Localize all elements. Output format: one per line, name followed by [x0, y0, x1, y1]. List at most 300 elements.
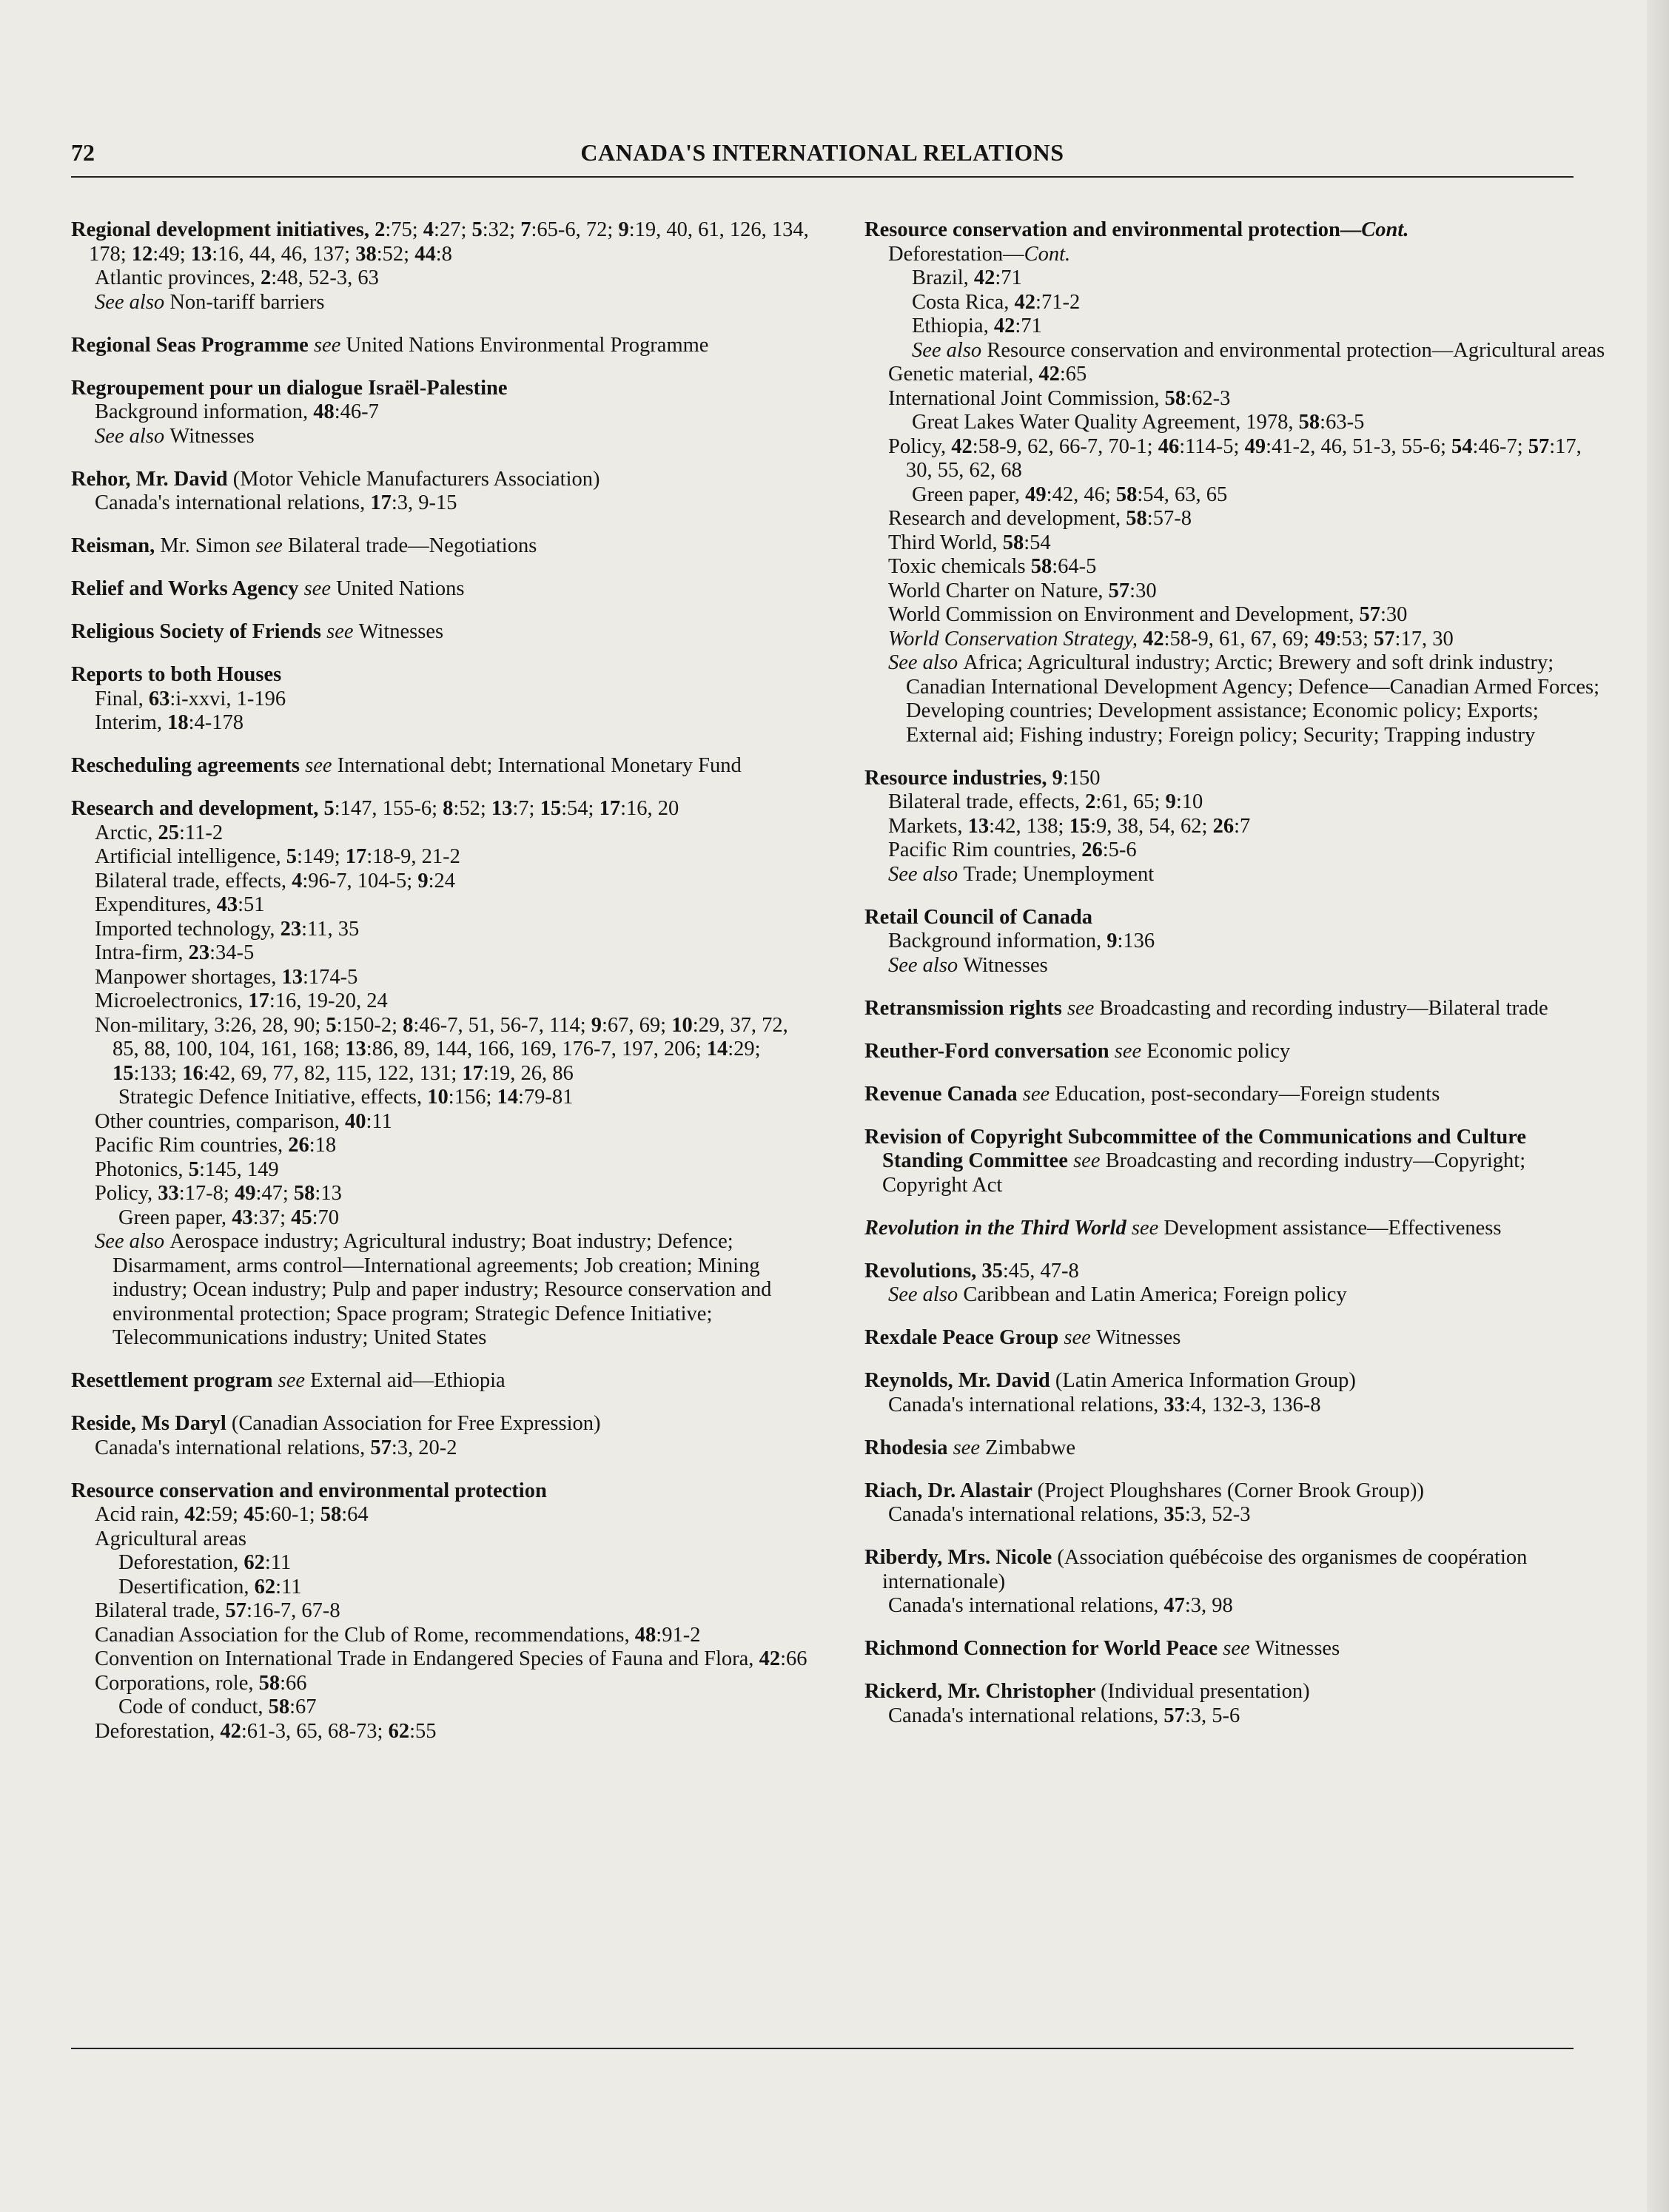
index-text: Retail Council of Canada: [864, 905, 1092, 929]
index-text: 58: [268, 1695, 290, 1718]
index-text: Rehor, Mr. David: [71, 467, 233, 491]
index-heading: [864, 1083, 1612, 1107]
index-subentry: [864, 651, 1612, 747]
index-text: 17: [370, 491, 392, 514]
index-subentry: [71, 1599, 819, 1624]
index-text: See also: [888, 953, 964, 977]
index-subentry: [71, 1086, 819, 1110]
index-text: 5: [188, 1157, 199, 1181]
index-heading: [864, 1126, 1612, 1198]
index-heading: [864, 1260, 1612, 1284]
index-subentry: [864, 266, 1612, 291]
index-text: :42, 138;: [989, 814, 1069, 838]
index-text: Interim,: [95, 711, 168, 734]
page-edge-shadow: [1647, 0, 1669, 2212]
index-text: :91-2: [656, 1623, 701, 1647]
index-text: 13: [190, 242, 212, 266]
index-text: 13: [345, 1038, 366, 1060]
index-entry: [71, 377, 819, 449]
index-text: 57: [370, 1436, 392, 1459]
index-text: Research and development,: [888, 507, 1126, 530]
header-rule: [71, 176, 1574, 178]
index-entry: [864, 997, 1612, 1021]
index-text: Reuther-Ford conversation: [864, 1039, 1115, 1063]
index-text: Corporations, role,: [95, 1671, 259, 1695]
index-text: 33: [1163, 1393, 1185, 1416]
index-text: Imported technology,: [95, 917, 281, 941]
index-text: :67: [289, 1695, 317, 1718]
index-text: 42: [973, 266, 995, 289]
index-text: 8: [443, 797, 454, 820]
index-subentry: [864, 790, 1612, 815]
index-text: :48, 52-3, 63: [271, 266, 379, 289]
index-text: Regroupement pour un dialogue Israël-Palestine: [71, 376, 508, 400]
index-text: :75;: [385, 218, 423, 241]
index-text: Canada's international relations,: [95, 491, 371, 514]
index-text: :54;: [561, 797, 600, 820]
index-text: see: [1064, 1326, 1096, 1349]
index-text: 26: [1212, 814, 1235, 838]
index-text: See also: [95, 424, 170, 448]
index-text: :66: [280, 1671, 307, 1695]
index-text: 54: [1451, 434, 1473, 458]
running-title: CANADA'S INTERNATIONAL RELATIONS: [580, 139, 1064, 166]
index-text: 23: [188, 941, 210, 964]
index-entry: [864, 1546, 1612, 1618]
index-text: 18: [167, 711, 189, 734]
index-text: Economic policy: [1146, 1039, 1291, 1063]
index-subentry: [71, 1503, 819, 1527]
index-text: :42, 69, 77, 82, 115, 122, 131;: [203, 1061, 463, 1085]
index-text: :71: [1015, 315, 1042, 337]
index-text: Desertification,: [118, 1575, 255, 1599]
index-text: 2: [1085, 790, 1096, 813]
index-text: Canada's international relations,: [888, 1393, 1164, 1416]
index-entry: [864, 1217, 1612, 1241]
index-subentry: [864, 628, 1612, 652]
index-subentry: [71, 821, 819, 846]
index-heading: [71, 797, 819, 821]
index-text: :17-8;: [178, 1182, 235, 1205]
index-text: :4, 132-3, 136-8: [1184, 1393, 1321, 1416]
index-text: Arctic,: [95, 821, 158, 844]
index-entry: [71, 754, 819, 779]
index-text: :42, 46;: [1046, 483, 1116, 506]
index-text: Agricultural areas: [95, 1527, 246, 1550]
index-text: Revolution in the Third World: [864, 1216, 1132, 1240]
index-subentry: [71, 1527, 819, 1552]
index-text: :7;: [512, 797, 540, 820]
index-text: 47: [1163, 1594, 1185, 1617]
index-text: 45: [244, 1503, 265, 1526]
index-text: 35: [981, 1259, 1003, 1283]
index-text: Canada's international relations,: [95, 1436, 371, 1459]
index-text: Witnesses: [1095, 1326, 1181, 1349]
index-text: see: [1022, 1082, 1055, 1106]
index-text: 17: [345, 845, 367, 868]
index-text: (Individual presentation): [1101, 1680, 1310, 1703]
index-text: :16-7, 67-8: [246, 1599, 340, 1622]
index-text: :3, 9-15: [391, 491, 457, 514]
index-text: :145, 149: [198, 1157, 279, 1181]
index-text: Policy,: [888, 434, 952, 458]
index-text: 5: [326, 1013, 337, 1037]
index-subentry: [864, 411, 1612, 435]
index-text: Pacific Rim countries,: [888, 838, 1082, 861]
index-text: :79-81: [518, 1086, 574, 1109]
index-text: (Association québécoise des organismes de coopération internationale): [882, 1546, 1528, 1593]
index-heading: [864, 767, 1612, 791]
index-text: :65: [1059, 363, 1087, 386]
index-text: Microelectronics,: [95, 989, 249, 1012]
index-entry: [71, 797, 819, 1351]
index-text: 58: [1298, 411, 1320, 434]
index-subentry: [71, 711, 819, 736]
index-heading: [864, 1217, 1612, 1241]
index-column-right: [864, 218, 1612, 1747]
index-text: :58-9, 62, 66-7, 70-1;: [972, 434, 1158, 458]
index-text: 49: [1244, 434, 1266, 458]
index-text: 62: [244, 1551, 265, 1574]
index-text: Resource industries,: [864, 766, 1052, 790]
index-text: :64-5: [1052, 555, 1097, 578]
index-text: Resource conservation and environmental protection—: [864, 218, 1362, 241]
index-text: International debt; International Monetary Fund: [337, 754, 742, 777]
index-text: Canada's international relations,: [888, 1704, 1164, 1727]
index-text: :18-9, 21-2: [366, 845, 460, 868]
index-text: :46-7: [334, 400, 379, 423]
index-text: see: [305, 754, 338, 777]
index-subentry: [71, 491, 819, 516]
index-text: :11: [275, 1575, 302, 1599]
index-text: :54, 63, 65: [1137, 483, 1228, 506]
index-text: Broadcasting and recording industry—Bilateral trade: [1099, 996, 1548, 1020]
index-text: Deforestation—: [888, 242, 1024, 266]
index-subentry: [864, 435, 1612, 483]
index-text: 49: [1025, 483, 1047, 506]
index-text: :96-7, 104-5;: [302, 869, 418, 892]
index-entry: [864, 1260, 1612, 1308]
index-text: World Conservation Strategy,: [888, 627, 1144, 651]
index-text: See also: [95, 290, 170, 314]
index-text: :61, 65;: [1095, 790, 1166, 813]
index-entry: [864, 1479, 1612, 1527]
index-text: Code of conduct,: [118, 1695, 269, 1718]
index-subentry: [864, 315, 1612, 339]
index-text: Cont.: [1024, 242, 1071, 266]
index-text: :17, 30, 55, 62, 68: [906, 434, 1582, 482]
index-text: Bilateral trade,: [95, 1599, 226, 1622]
index-text: 10: [671, 1013, 693, 1037]
index-text: :19, 40, 61, 126, 134, 178;: [89, 218, 809, 266]
index-subentry: [71, 1672, 819, 1696]
index-heading: [864, 1680, 1612, 1704]
index-subentry: [71, 941, 819, 966]
index-text: Canadian Association for the Club of Rome, recommendations,: [95, 1623, 635, 1647]
index-column-left: [71, 218, 819, 1763]
index-text: Broadcasting and recording industry—Copyright; Copyright Act: [882, 1149, 1526, 1197]
index-text: :61-3, 65, 68-73;: [241, 1719, 389, 1743]
index-text: 58: [1126, 507, 1147, 530]
index-subentry: [864, 838, 1612, 863]
index-text: Brazil,: [912, 266, 974, 289]
index-text: See also: [888, 1283, 964, 1306]
index-text: 25: [158, 821, 179, 844]
index-subentry: [71, 989, 819, 1014]
index-text: Background information,: [95, 400, 314, 423]
index-text: :34-5: [209, 941, 255, 964]
index-text: Relief and Works Agency: [71, 577, 304, 600]
index-text: Canada's international relations,: [888, 1503, 1164, 1526]
index-text: see: [1073, 1149, 1106, 1172]
index-text: Expenditures,: [95, 893, 217, 916]
index-text: Research and development,: [71, 797, 324, 820]
index-text: 58: [320, 1503, 342, 1526]
index-text: 58: [1164, 386, 1186, 410]
index-text: 62: [254, 1575, 276, 1599]
index-text: Reports to both Houses: [71, 663, 282, 686]
index-text: see: [255, 534, 288, 557]
index-subentry: [864, 555, 1612, 579]
index-text: :13: [315, 1182, 342, 1205]
index-text: Africa; Agricultural industry; Arctic; Brewery and soft drink industry; Canadian International Development Agency; Defence—Canadian Armed Forces; Developing countries; Development assistance; Economic policy; Exports; External aid; Fishing industry; Foreign policy; Security; Trapping industry: [906, 651, 1600, 747]
index-text: Bilateral trade—Negotiations: [287, 534, 537, 557]
index-subentry: [71, 1436, 819, 1461]
index-heading: [864, 1479, 1612, 1504]
index-text: :11, 35: [301, 917, 360, 941]
index-text: :46-7, 51, 56-7, 114;: [413, 1013, 591, 1037]
index-text: United Nations: [336, 577, 465, 600]
index-text: 13: [491, 797, 513, 820]
index-heading: [71, 620, 819, 645]
index-text: :46-7;: [1472, 434, 1528, 458]
index-subentry: [864, 815, 1612, 839]
index-text: :11: [366, 1109, 392, 1133]
index-text: :8: [435, 242, 452, 266]
index-text: Intra-firm,: [95, 941, 189, 964]
index-heading: [71, 1369, 819, 1394]
index-text: 57: [1108, 579, 1130, 602]
index-text: 9: [417, 869, 429, 892]
index-text: (Canadian Association for Free Expression): [231, 1412, 601, 1435]
index-text: :133;: [133, 1061, 183, 1085]
index-text: 4: [292, 869, 303, 892]
index-text: 9: [591, 1013, 602, 1037]
index-text: :45, 47-8: [1002, 1259, 1079, 1283]
index-text: (Motor Vehicle Manufacturers Association): [232, 467, 600, 491]
index-subentry: [71, 1695, 819, 1720]
index-text: :71: [995, 266, 1022, 289]
index-entry: [71, 1369, 819, 1394]
index-text: 15: [1069, 814, 1091, 838]
index-text: 12: [131, 242, 153, 266]
index-text: see: [953, 1436, 986, 1459]
index-text: Revision of Copyright Subcommittee of the Communications and Culture Standing Committee: [864, 1125, 1527, 1172]
index-text: see: [1114, 1039, 1147, 1063]
index-text: 5: [286, 845, 298, 868]
index-subentry: [864, 387, 1612, 411]
index-text: see: [278, 1369, 311, 1392]
index-text: 9: [618, 218, 629, 241]
index-heading: [864, 1546, 1612, 1594]
index-text: :16, 19-20, 24: [269, 989, 388, 1012]
index-entry: [864, 1369, 1612, 1417]
index-text: :57-8: [1146, 507, 1192, 530]
index-text: Aerospace industry; Agricultural industry; Boat industry; Defence; Disarmament, arms control—International agreements; Job creation; Mining industry; Ocean industry; Pulp and paper industry; Resource conservation and environmental protection; Space program; Strategic Defence Initiative; Telecommunications industry; United States: [113, 1230, 772, 1349]
index-heading: [71, 218, 819, 266]
index-text: 58: [1115, 483, 1138, 506]
index-text: :30: [1380, 603, 1408, 626]
index-text: 17: [462, 1061, 483, 1085]
index-entry: [864, 1040, 1612, 1064]
index-entry: [71, 1412, 819, 1460]
index-text: 35: [1163, 1503, 1185, 1526]
index-text: 23: [280, 917, 302, 941]
index-text: Rescheduling agreements: [71, 754, 306, 777]
index-heading: [71, 377, 819, 401]
index-text: (Project Ploughshares (Corner Brook Group)): [1037, 1479, 1424, 1502]
index-text: 2: [260, 266, 272, 289]
index-text: See also: [95, 1230, 170, 1253]
index-subentry: [71, 400, 819, 425]
index-text: :59;: [205, 1503, 244, 1526]
index-text: :3, 98: [1184, 1594, 1233, 1617]
index-entry: [71, 218, 819, 315]
index-text: :65-6, 72;: [531, 218, 619, 241]
index-subentry: [71, 1647, 819, 1672]
index-subentry: [864, 929, 1612, 954]
index-subentry: [864, 483, 1612, 508]
index-subentry: [71, 1624, 819, 1648]
index-text: 43: [232, 1206, 253, 1229]
index-text: Riberdy, Mrs. Nicole: [864, 1546, 1058, 1569]
index-text: Zimbabwe: [985, 1436, 1075, 1459]
index-text: 42: [993, 315, 1015, 337]
index-text: Mr. Simon: [160, 534, 256, 557]
index-heading: [864, 997, 1612, 1021]
index-text: Green paper,: [912, 483, 1026, 506]
index-text: 5: [323, 797, 335, 820]
index-subentry: [71, 1720, 819, 1744]
index-text: Regional Seas Programme: [71, 333, 314, 357]
index-text: :17, 30: [1394, 627, 1454, 651]
index-entry: [71, 663, 819, 736]
index-text: See also: [888, 651, 964, 674]
index-text: World Charter on Nature,: [888, 579, 1109, 602]
index-text: Development assistance—Effectiveness: [1163, 1216, 1502, 1240]
index-subentry: [71, 1110, 819, 1134]
index-text: 58: [258, 1671, 281, 1695]
index-text: United Nations Environmental Programme: [346, 333, 709, 357]
index-subentry: [864, 954, 1612, 978]
index-subentry: [71, 1182, 819, 1206]
index-text: see: [1067, 996, 1100, 1020]
index-text: :3, 52-3: [1184, 1503, 1251, 1526]
index-subentry: [864, 603, 1612, 628]
index-text: 45: [291, 1206, 312, 1229]
index-text: :71-2: [1035, 290, 1081, 314]
index-text: :19, 26, 86: [483, 1061, 574, 1085]
index-subentry: [71, 688, 819, 712]
index-text: :147, 155-6;: [334, 797, 443, 820]
index-text: Witnesses: [358, 620, 444, 643]
index-text: 57: [225, 1599, 246, 1622]
index-text: 2: [375, 218, 386, 241]
index-subentry: [864, 863, 1612, 887]
index-text: Acid rain,: [95, 1503, 185, 1526]
index-text: 5: [471, 218, 483, 241]
index-text: :27;: [434, 218, 472, 241]
index-text: 9: [1165, 790, 1176, 813]
index-text: 49: [1314, 627, 1336, 651]
index-subentry: [71, 1576, 819, 1600]
index-text: Manpower shortages,: [95, 965, 282, 989]
index-text: Bilateral trade, effects,: [888, 790, 1086, 813]
index-text: Revolutions,: [864, 1259, 982, 1283]
index-text: 9: [1106, 929, 1118, 952]
index-text: Resource conservation and environmental protection—Agricultural areas: [987, 338, 1605, 362]
index-text: 63: [148, 687, 170, 710]
index-text: 17: [599, 797, 621, 820]
index-text: :29, 37, 72, 85, 88, 100, 104, 161, 168;: [113, 1013, 788, 1060]
index-text: :16, 44, 46, 137;: [212, 242, 356, 266]
index-text: Reside, Ms Daryl: [71, 1412, 232, 1435]
index-text: :18: [309, 1134, 337, 1157]
index-text: See also: [912, 338, 987, 362]
index-text: 42: [1143, 627, 1164, 651]
index-text: Reisman,: [71, 534, 161, 557]
index-text: :41-2, 46, 51-3, 55-6;: [1266, 434, 1452, 458]
index-text: Reynolds, Mr. David: [864, 1369, 1055, 1392]
index-text: 57: [1374, 627, 1395, 651]
index-text: 62: [388, 1719, 410, 1743]
index-text: :60-1;: [264, 1503, 320, 1526]
index-text: Atlantic provinces,: [95, 266, 261, 289]
index-text: (Latin America Information Group): [1055, 1369, 1356, 1392]
index-text: Final,: [95, 687, 149, 710]
index-text: 14: [706, 1038, 728, 1060]
index-text: :11-2: [178, 821, 224, 844]
index-text: 46: [1158, 434, 1180, 458]
index-text: 57: [1528, 434, 1550, 458]
index-subentry: [71, 1230, 819, 1351]
index-subentry: [864, 1503, 1612, 1527]
index-text: :66: [780, 1647, 807, 1670]
index-subentry: [864, 1394, 1612, 1418]
index-text: :62-3: [1186, 386, 1231, 410]
index-heading: [864, 218, 1612, 243]
index-heading: [71, 334, 819, 358]
index-text: :4-178: [188, 711, 244, 734]
index-text: Other countries, comparison,: [95, 1109, 345, 1133]
index-text: :64: [341, 1503, 369, 1526]
index-text: International Joint Commission,: [888, 386, 1165, 410]
index-entry: [864, 767, 1612, 887]
index-text: Witnesses: [169, 424, 255, 448]
index-text: :i-xxvi, 1-196: [169, 687, 286, 710]
index-subentry: [71, 291, 819, 315]
index-text: 42: [951, 434, 973, 458]
index-text: Strategic Defence Initiative, effects,: [118, 1086, 428, 1109]
index-text: 14: [497, 1086, 518, 1109]
index-entry: [864, 1326, 1612, 1351]
index-heading: [71, 663, 819, 688]
index-text: 58: [1030, 555, 1052, 578]
index-text: :30: [1129, 579, 1157, 602]
index-subentry: [864, 363, 1612, 387]
index-text: Regional development initiatives,: [71, 218, 375, 241]
index-heading: [71, 468, 819, 492]
